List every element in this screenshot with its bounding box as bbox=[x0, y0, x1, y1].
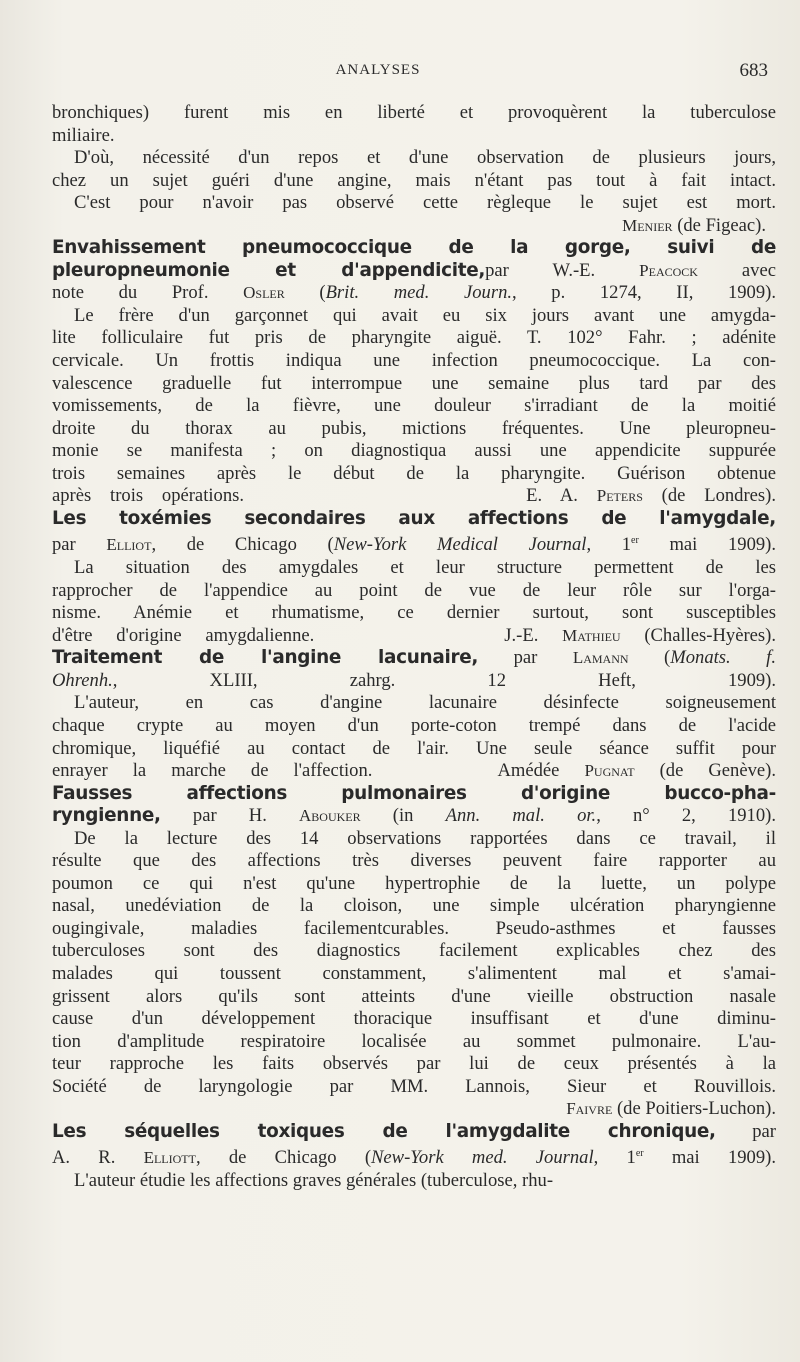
text-line: nisme. Anémie et rhumatisme, ce dernier surtout, sont susceptibles bbox=[52, 602, 776, 624]
text-line: résulte que des affections très diverses peuvent faire rapporter au bbox=[52, 850, 776, 872]
text-line: D'où, nécessité d'un repos et d'une observation de plusieurs jours, bbox=[74, 147, 776, 169]
text-line: trois semaines après le début de la pharyngite. Guérison obtenue bbox=[52, 462, 776, 484]
text-line: nasal, unedéviation de la cloison, une simple ulcération pharyngienne bbox=[52, 895, 776, 917]
text-line: lite folliculaire fut pris de pharyngite aiguë. T. 102° Fahr. ; adénite bbox=[52, 327, 776, 349]
text-line: pleuropneumonie et d'appendicite,par W.-E. Peacock avec bbox=[52, 259, 776, 281]
text-line: C'est pour n'avoir pas observé cette règleque le sujet est mort. bbox=[74, 192, 776, 214]
text-line: Fausses affections pulmonaires d'origine bucco-pha- bbox=[52, 782, 776, 804]
text-line: Les toxémies secondaires aux affections de l'amygdale, bbox=[52, 507, 776, 529]
text-line: tion d'amplitude respiratoire localisée au sommet pulmonaire. L'au- bbox=[52, 1030, 776, 1052]
text-line: Les séquelles toxiques de l'amygdalite chronique, par bbox=[52, 1120, 776, 1142]
text-line: L'auteur, en cas d'angine lacunaire désinfecte soigneusement bbox=[74, 692, 776, 714]
text-line: A. R. Elliott, de Chicago (New-York med. Journal, 1er mai 1909). bbox=[52, 1147, 776, 1169]
section-title: ANALYSES bbox=[335, 62, 421, 78]
text-line: teur rapproche les faits observés par lui de ceux présentés à la bbox=[52, 1053, 776, 1075]
text-line: chez un sujet guéri d'une angine, mais n'étant pas tout à fait intact. bbox=[52, 169, 776, 191]
text-line: Société de laryngologie par MM. Lannois, Sieur et Rouvillois. bbox=[52, 1075, 776, 1097]
text-line: valescence graduelle fut interrompue une semaine plus tard par des bbox=[52, 372, 776, 394]
text-line: bronchiques) furent mis en liberté et provoquèrent la tuberculose bbox=[52, 102, 776, 123]
text-line: droite du thorax au pubis, mictions fréquentes. Une pleuropneu- bbox=[52, 417, 776, 439]
text-line: par Elliot, de Chicago (New-York Medical Journal, 1er mai 1909). bbox=[52, 534, 777, 556]
text-line: Traitement de l'angine lacunaire, par Lamann (Monats. f. bbox=[52, 647, 776, 669]
text-line: monie se manifesta ; on diagnostiqua aussi une appendicite suppurée bbox=[52, 440, 776, 462]
body-text bbox=[52, 102, 776, 1193]
text-line: ryngienne, par H. Abouker (in Ann. mal. or., n° 2, 1910). bbox=[52, 805, 776, 827]
text-line: grissent alors qu'ils sont atteints d'une vieille obstruction nasale bbox=[52, 985, 776, 1007]
text-line: cervicale. Un frottis indiqua une infection pneumococcique. La con- bbox=[52, 350, 776, 372]
text-line: Faivre (de Poitiers-Luchon). bbox=[566, 1098, 776, 1120]
text-line: miliaire. bbox=[52, 124, 115, 146]
text-line: tuberculoses sont des diagnostics facilement explicables chez des bbox=[52, 940, 776, 962]
text-line: chromique, liquéfié au contact de l'air. Une seule séance suffit pour bbox=[52, 737, 776, 759]
text-line: ougingivale, maladies facilementcurables. Pseudo-asthmes et fausses bbox=[52, 917, 776, 939]
text-line: De la lecture des 14 observations rapportées dans ce travail, il bbox=[74, 827, 776, 849]
text-line: rapprocher de l'appendice au point de vue de leur rôle sur l'orga- bbox=[52, 579, 776, 601]
text-line: Envahissement pneumococcique de la gorge, suivi de bbox=[52, 237, 776, 259]
text-line: note du Prof. Osler (Brit. med. Journ., p. 1274, II, 1909). bbox=[52, 282, 776, 304]
text-line: d'être d'origine amygdalienne. J.-E. Mathieu (Challes-Hyères). bbox=[52, 624, 776, 646]
text-line: cause d'un développement thoracique insuffisant et d'une diminu- bbox=[52, 1008, 776, 1030]
text-line: Ohrenh., XLIII, zahrg. 12 Heft, 1909). bbox=[52, 669, 776, 691]
text-line: L'auteur étudie les affections graves générales (tuberculose, rhu- bbox=[74, 1170, 554, 1192]
text-line: vomissements, de la fièvre, une douleur s'irradiant de la moitié bbox=[52, 395, 776, 417]
page-number: 683 bbox=[739, 60, 768, 81]
text-line: Le frère d'un garçonnet qui avait eu six jours avant une amygda- bbox=[74, 304, 776, 326]
text-line: malades qui toussent constamment, s'alimentent mal et s'amai- bbox=[52, 962, 776, 984]
text-line: enrayer la marche de l'affection. Amédée Pugnat (de Genève). bbox=[52, 760, 776, 782]
running-header bbox=[0, 60, 800, 84]
text-line: chaque crypte au moyen d'un porte-coton trempé dans de l'acide bbox=[52, 714, 776, 736]
text-line: après trois opérations. E. A. Peters (de Londres). bbox=[52, 485, 776, 507]
text-line: La situation des amygdales et leur structure permettent de les bbox=[74, 557, 776, 579]
text-line: Menier (de Figeac). bbox=[622, 214, 766, 236]
text-line: poumon ce qui n'est qu'une hypertrophie de la luette, un polype bbox=[52, 872, 776, 894]
